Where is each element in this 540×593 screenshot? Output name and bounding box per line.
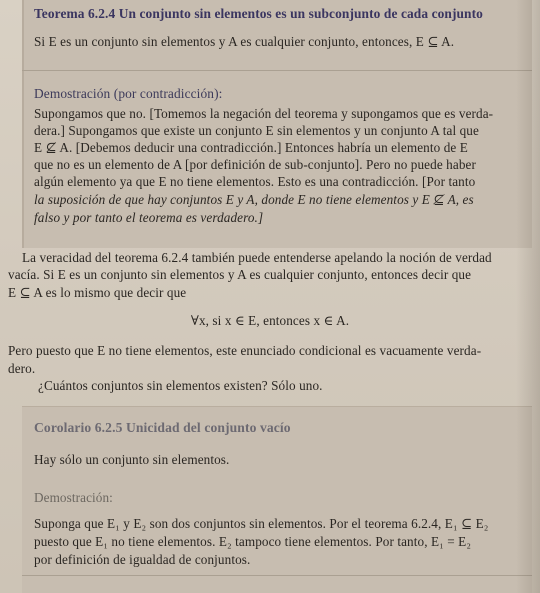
body-paragraph-line: vacía. Si E es un conjunto sin elementos y A es cualquier conjunto, entonces decir que: [8, 267, 472, 282]
proof-line: algún elemento ya que E no tiene elementos. Esto es una contradicción. [Por tanto: [34, 174, 476, 189]
proof-line: que no es un elemento de A [por definición de sub-conjunto]. Pero no puede haber: [34, 157, 476, 172]
question-line: ¿Cuántos conjuntos sin elementos existen? Sólo uno.: [38, 378, 323, 393]
proof-line: la suposición de que hay conjuntos E y A, donde E no tiene elementos y E ⊈ A, es: [34, 192, 474, 207]
corollary-title: Corolario 6.2.5 Unicidad del conjunto vacío: [34, 420, 291, 435]
proof-line: dera.] Supongamos que existe un conjunto E sin elementos y un conjunto A tal que: [34, 123, 479, 138]
corollary-statement: Hay sólo un conjunto sin elementos.: [34, 452, 230, 467]
proof-line: Suponga que E₁ y E₂ son dos conjuntos sin elementos. Por el teorema 6.2.4, E₁ ⊆ E₂: [34, 516, 489, 531]
body-paragraph-line: E ⊆ A es lo mismo que decir que: [8, 285, 187, 300]
proof-line: puesto que E₁ no tiene elementos. E₂ tampoco tiene elementos. Por tanto, E₁ = E₂: [34, 534, 472, 549]
formula: ∀x, si x ∈ E, entonces x ∈ A.: [190, 313, 350, 328]
proof-line: E ⊈ A. [Debemos deducir una contradicción.] Entonces habría un elemento de E: [34, 140, 468, 155]
proof-heading: Demostración (por contradicción):: [34, 86, 223, 101]
proof-line: falso y por tanto el teorema es verdadero.]: [34, 210, 264, 225]
divider: [22, 575, 532, 576]
divider: [22, 70, 532, 71]
theorem-title: Teorema 6.2.4 Un conjunto sin elementos es un subconjunto de cada conjunto: [34, 6, 483, 21]
body-paragraph-line: dero.: [8, 361, 36, 376]
proof-line: por definición de igualdad de conjuntos.: [34, 552, 251, 567]
proof-heading: Demostración:: [34, 490, 113, 505]
proof-line: Supongamos que no. [Tomemos la negación del teorema y supongamos que es verda-: [34, 106, 494, 121]
page-edge-shadow: [516, 0, 540, 593]
body-paragraph-line: La veracidad del teorema 6.2.4 también puede entenderse apelando la noción de verdad: [22, 250, 492, 265]
theorem-statement: Si E es un conjunto sin elementos y A es cualquier conjunto, entonces, E ⊆ A.: [34, 34, 455, 49]
body-paragraph-line: Pero puesto que E no tiene elementos, este enunciado condicional es vacuamente verda-: [8, 343, 482, 358]
